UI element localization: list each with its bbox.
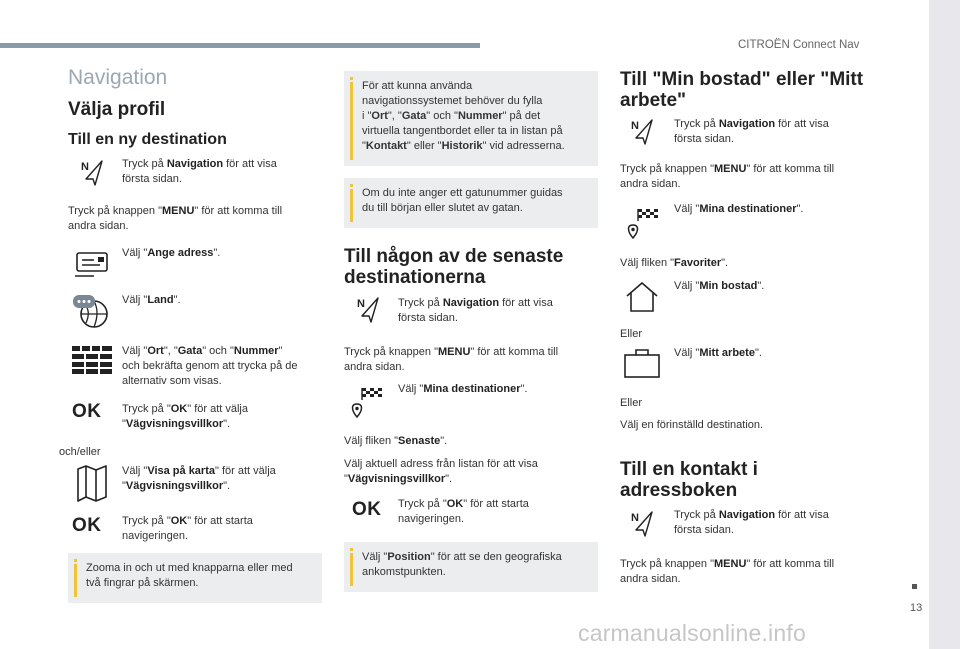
note-fill-address: För att kunna använda navigationssystemet behöver du fylla i "Ort", "Gata" och "Nummer" på det virtuella tangentbordet eller ta in listan på "Kontakt" eller "Historik" vid adresserna. xyxy=(344,71,598,166)
navigation-arrow-icon xyxy=(630,118,656,148)
ok-button-icon: OK xyxy=(352,499,382,520)
country-globe-icon xyxy=(72,294,112,330)
step-forinstalld: Välj en förinställd destination. xyxy=(620,419,764,431)
column-middle xyxy=(344,0,600,649)
heading-ny-destination: Till en ny destination xyxy=(68,131,227,148)
step-mitt-arbete: Välj "Mitt arbete". xyxy=(674,347,762,359)
step-visa-pa-karta: Välj "Visa på karta" för att välja "Vägvisningsvillkor". xyxy=(122,465,276,492)
page-number: 13 xyxy=(910,602,923,614)
step-menu: Tryck på knappen "MENU" för att komma till andra sidan. xyxy=(620,558,835,585)
step-mina-destinationer: Välj "Mina destinationer". xyxy=(674,203,804,215)
navigation-arrow-icon xyxy=(630,510,656,540)
step-navigation: Tryck på Navigation för att visa första sidan. xyxy=(122,158,277,185)
svg-text:N: N xyxy=(81,161,89,173)
step-ok-starta: Tryck på "OK" för att starta navigeringen. xyxy=(122,515,253,542)
info-marker-icon xyxy=(350,548,353,586)
navigation-arrow-icon xyxy=(356,296,382,326)
note-zoom: Zooma in och ut med knapparna eller med två fingrar på skärmen. xyxy=(68,553,322,603)
svg-text:N: N xyxy=(357,298,365,310)
step-navigation: Tryck på Navigation för att visa första sidan. xyxy=(674,509,829,536)
section-title: Navigation xyxy=(68,66,168,89)
note-position: Välj "Position" för att se den geografiska ankomstpunkten. xyxy=(344,542,598,592)
note-street-number: Om du inte anger ett gatunummer guidas du till början eller slutet av gatan. xyxy=(344,178,598,228)
info-marker-icon xyxy=(350,77,353,160)
column-left xyxy=(59,0,324,649)
navigation-arrow-icon xyxy=(80,159,106,189)
step-valj-adress: Välj aktuell adress från listan för att visa "Vägvisningsvillkor". xyxy=(344,458,538,485)
svg-text:N: N xyxy=(631,120,639,132)
keyboard-grid-icon xyxy=(72,346,112,374)
watermark: carmanualsonline.info xyxy=(578,620,806,646)
brand-label: CITROËN Connect Nav xyxy=(738,39,860,51)
map-view-icon xyxy=(76,464,108,502)
info-marker-icon xyxy=(350,184,353,222)
heading-valja-profil: Välja profil xyxy=(68,99,166,120)
step-fliken-favoriter: Välj fliken "Favoriter". xyxy=(620,257,729,269)
heading-kontakt-adressboken: Till en kontakt i adressboken xyxy=(620,459,758,501)
step-ok-villkor: Tryck på "OK" för att välja "Vägvisningsvillkor". xyxy=(122,403,248,430)
work-briefcase-icon xyxy=(623,347,661,379)
address-keyboard-icon xyxy=(74,250,110,280)
heading-min-bostad-mitt-arbete: Till "Min bostad" eller "Mitt arbete" xyxy=(620,69,864,111)
step-fliken-senaste: Välj fliken "Senaste". xyxy=(344,435,448,447)
ok-button-icon: OK xyxy=(72,515,102,536)
destination-flag-icon xyxy=(348,386,384,418)
or-label: och/eller xyxy=(59,446,101,458)
step-mina-destinationer: Välj "Mina destinationer". xyxy=(398,383,528,395)
column-right xyxy=(620,0,876,649)
step-navigation: Tryck på Navigation för att visa första sidan. xyxy=(674,118,829,145)
step-land: Välj "Land". xyxy=(122,294,181,306)
step-menu: Tryck på knappen "MENU" för att komma till andra sidan. xyxy=(68,205,283,232)
step-min-bostad: Välj "Min bostad". xyxy=(674,280,765,292)
destination-flag-icon xyxy=(624,207,660,239)
home-icon xyxy=(624,280,660,314)
step-menu: Tryck på knappen "MENU" för att komma till andra sidan. xyxy=(344,346,559,373)
svg-text:N: N xyxy=(631,512,639,524)
step-ort-gata-nummer: Välj "Ort", "Gata" och "Nummer" och bekräfta genom att trycka på de alternativ som visas. xyxy=(122,345,298,387)
ok-button-icon: OK xyxy=(72,401,102,422)
step-ange-adress: Välj "Ange adress". xyxy=(122,247,221,259)
page-marker xyxy=(912,584,917,589)
step-navigation: Tryck på Navigation för att visa första sidan. xyxy=(398,297,553,324)
or-label: Eller xyxy=(620,397,643,409)
info-marker-icon xyxy=(74,559,77,597)
heading-senaste-destinationerna: Till någon av de senaste destinationerna xyxy=(344,246,564,288)
page-edge-strip xyxy=(929,0,960,649)
or-label: Eller xyxy=(620,328,643,340)
step-ok-starta: Tryck på "OK" för att starta navigeringen. xyxy=(398,498,529,525)
step-menu: Tryck på knappen "MENU" för att komma till andra sidan. xyxy=(620,163,835,190)
